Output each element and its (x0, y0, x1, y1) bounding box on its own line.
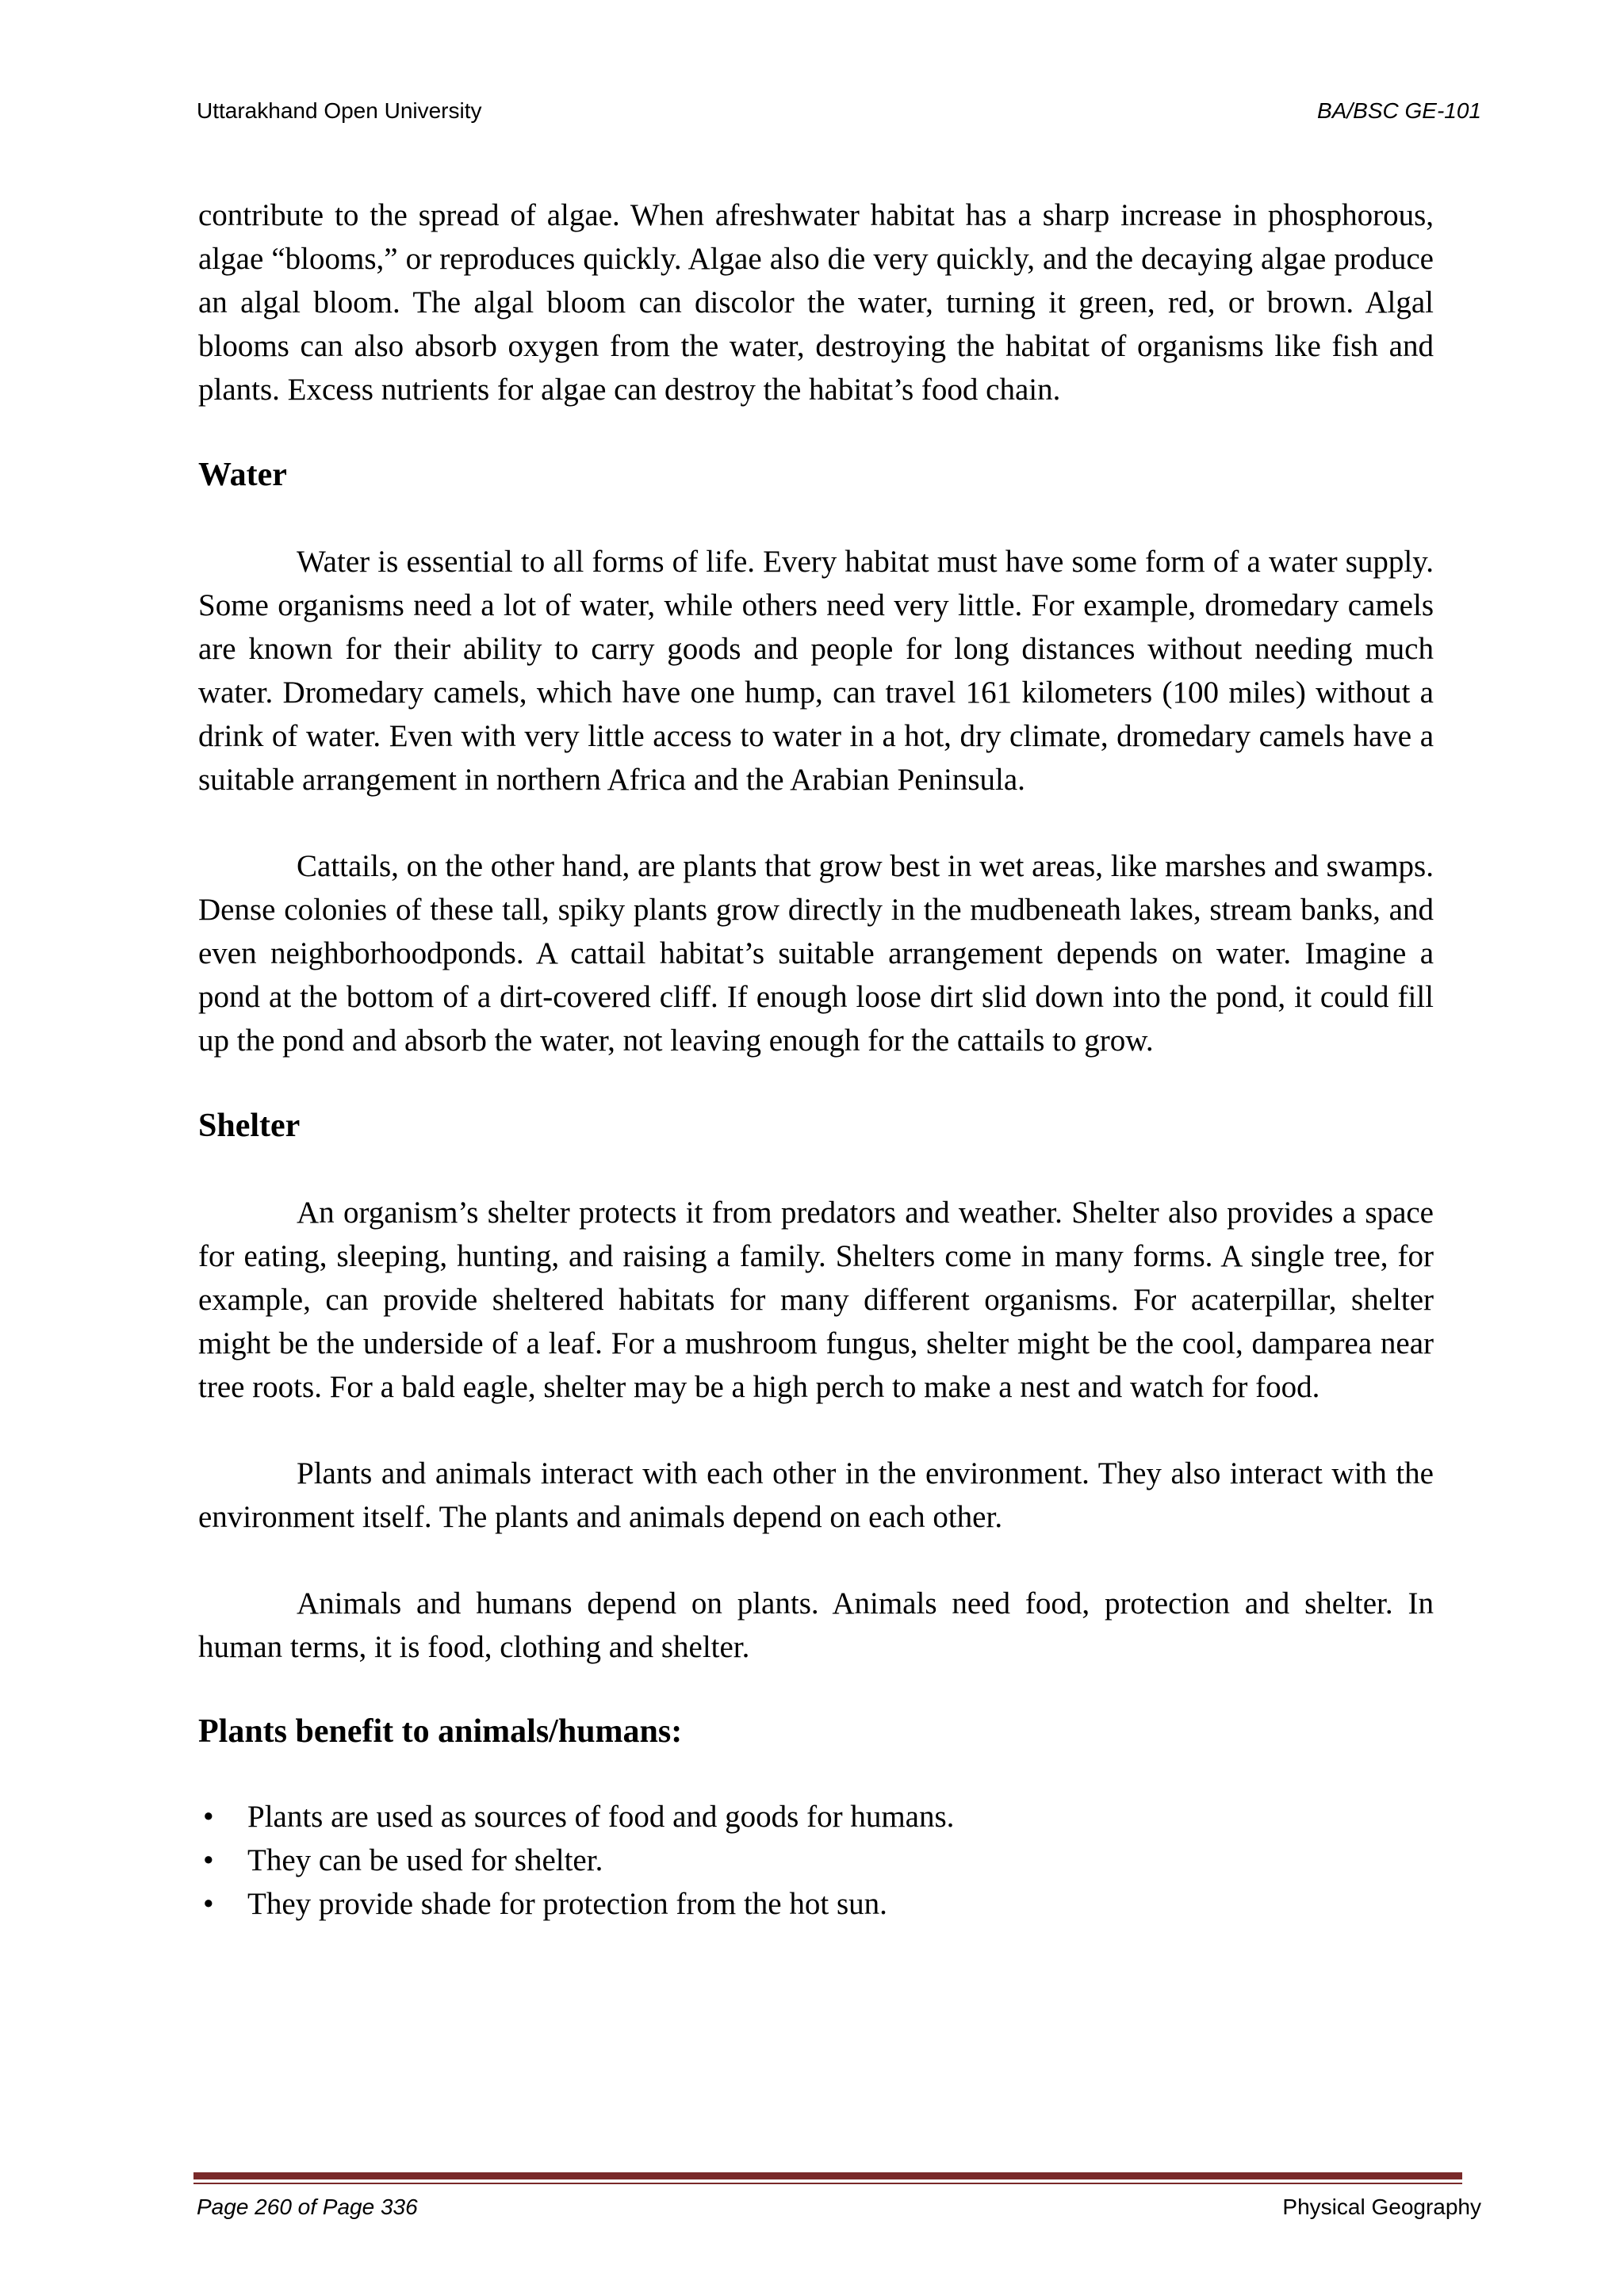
footer-subject: Physical Geography (1282, 2195, 1481, 2219)
paragraph-shelter: An organism’s shelter protects it from predators and weather. Shelter also provides a space for eating, sleeping, hunting, and raising a family. Shelters come in many forms. A single tree, for example, can provide sheltered habitats for many different organisms. For acaterpillar, shelter might be the underside of a leaf. For a mushroom fungus, shelter might be the cool, damparea near tree roots. For a bald eagle, shelter may be a high perch to make a nest and watch for food. (198, 1196, 1434, 1404)
paragraph-algae: contribute to the spread of algae. When afreshwater habitat has a sharp increase in phosphorous, algae “blooms,” or reproduces quickly. Algae also die very quickly, and the decaying algae produce an algal bloom. The algal bloom can discolor the water, turning it green, red, or brown. Algal blooms can also absorb oxygen from the water, destroying the habitat of organisms like fish and plants. Excess nutrients for algae can destroy the habitat’s food chain. (198, 198, 1434, 407)
header-course-code: BA/BSC GE-101 (1317, 98, 1481, 123)
list-item-text: Plants are used as sources of food and goods for humans. (247, 1800, 955, 1834)
heading-water: Water (198, 457, 287, 493)
heading-shelter: Shelter (198, 1108, 301, 1144)
header-university: Uttarakhand Open University (197, 98, 482, 123)
bullet-icon: • (203, 1800, 214, 1834)
list-item (198, 1882, 1434, 1926)
list-item-text: They provide shade for protection from the hot sun. (247, 1887, 887, 1921)
list-item (198, 1795, 1434, 1839)
page-header (197, 98, 1481, 130)
footer-divider-thick (193, 2172, 1462, 2179)
paragraph-interaction: Plants and animals interact with each other in the environment. They also interact with the environment itself. The plants and animals depend on each other. (198, 1456, 1434, 1534)
paragraph-dependence: Animals and humans depend on plants. Animals need food, protection and shelter. In human terms, it is food, clothing and shelter. (198, 1586, 1434, 1664)
bullet-icon: • (203, 1843, 214, 1877)
footer-divider-thin (193, 2183, 1462, 2184)
paragraph-water: Water is essential to all forms of life. Every habitat must have some form of a water supply. Some organisms need a lot of water, while others need very little. For example, dromedary camels are known for their ability to carry goods and people for long distances without needing much water. Dromedary camels, which have one hump, can travel 161 kilometers (100 miles) without a drink of water. Even with very little access to water in a hot, dry climate, dromedary camels have a suitable arrangement in northern Africa and the Arabian Peninsula. (198, 545, 1434, 797)
footer-page-number: Page 260 of Page 336 (197, 2195, 418, 2219)
page-content (198, 193, 1434, 1926)
page-footer (197, 2195, 1481, 2226)
benefit-list (198, 1795, 1434, 1926)
heading-plants-benefit: Plants benefit to animals/humans: (198, 1713, 683, 1750)
paragraph-cattails: Cattails, on the other hand, are plants that grow best in wet areas, like marshes and swamps. Dense colonies of these tall, spiky plants grow directly in the mudbeneath lakes, stream banks, and even neighborhoodponds. A cattail habitat’s suitable arrangement depends on water. Imagine a pond at the bottom of a dirt-covered cliff. If enough loose dirt slid down into the pond, it could fill up the pond and absorb the water, not leaving enough for the cattails to grow. (198, 849, 1434, 1058)
list-item-text: They can be used for shelter. (247, 1843, 603, 1877)
bullet-icon: • (203, 1887, 214, 1921)
list-item (198, 1839, 1434, 1882)
